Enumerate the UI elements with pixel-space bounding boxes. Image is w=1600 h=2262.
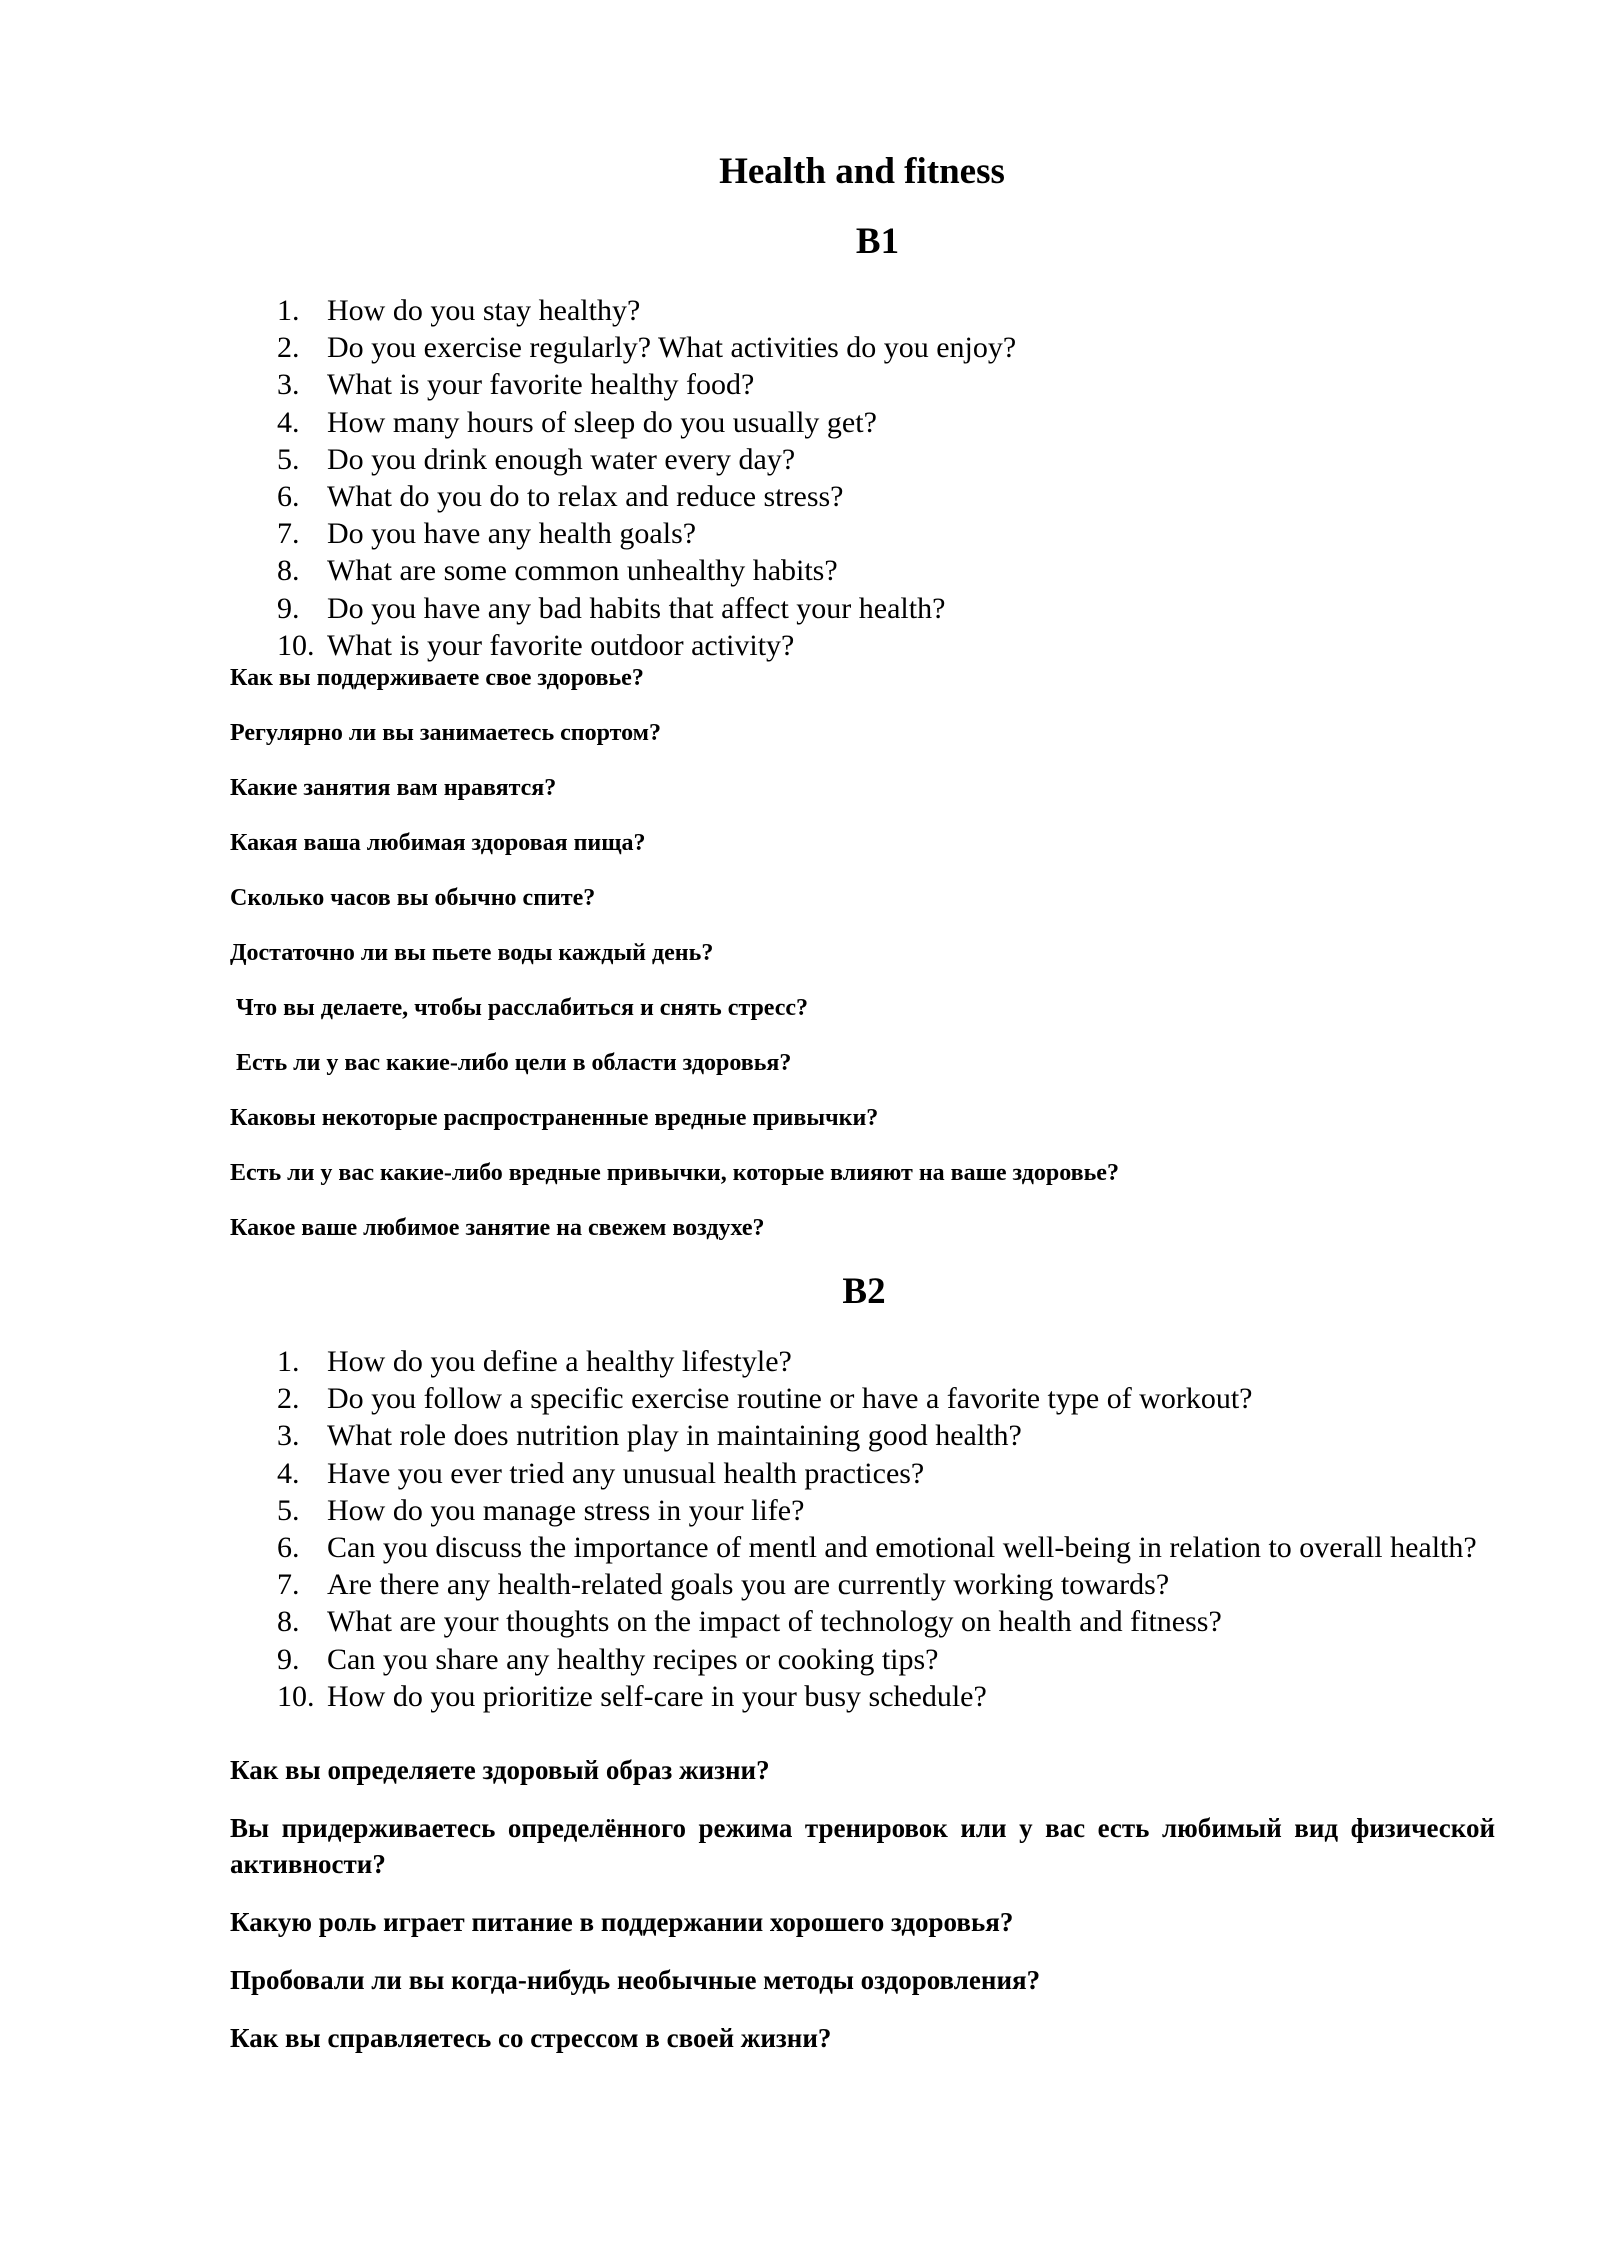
list-item (277, 1529, 1507, 1566)
translation-line: Регулярно ли вы занимаетесь спортом? (230, 720, 662, 746)
list-item (277, 441, 1507, 478)
translation-line: Есть ли у вас какие-либо вредные привычки, которые влияют на ваше здоровье? (230, 1160, 1119, 1186)
list-item (277, 1492, 1507, 1529)
list-item (277, 590, 1507, 627)
item-number: 3. (277, 1419, 300, 1453)
translation-line: Какие занятия вам нравятся? (230, 775, 557, 801)
list-item (277, 1678, 1507, 1715)
question-text: Do you follow a specific exercise routine or have a favorite type of workout? (327, 1382, 1253, 1416)
question-text: How many hours of sleep do you usually get? (327, 405, 877, 439)
question-text: How do you define a healthy lifestyle? (327, 1345, 792, 1378)
item-number: 6. (277, 1531, 300, 1565)
translation-line: Какую роль играет питание в поддержании хорошего здоровья? (230, 1907, 1014, 1937)
list-item (277, 329, 1507, 366)
question-text: How do you manage stress in your life? (327, 1493, 805, 1527)
level-heading-b1: B1 (855, 221, 900, 262)
translation-line: Что вы делаете, чтобы расслабиться и снять стресс? (236, 995, 809, 1021)
item-number: 10. (277, 1679, 315, 1713)
list-item (277, 1566, 1507, 1603)
list-item (277, 478, 1507, 515)
question-text: Do you have any health goals? (327, 517, 697, 551)
question-text: What are some common unhealthy habits? (327, 554, 838, 588)
question-text: What is your favorite outdoor activity? (327, 628, 795, 662)
translation-line: Какое ваше любимое занятие на свежем воздухе? (230, 1215, 765, 1241)
translation-line: Как вы определяете здоровый образ жизни? (230, 1755, 770, 1785)
item-number: 3. (277, 368, 300, 402)
list-item (277, 404, 1507, 441)
item-number: 7. (277, 1568, 300, 1602)
translation-line: Каковы некоторые распространенные вредные привычки? (230, 1105, 879, 1131)
question-text: Do you exercise regularly? What activities do you enjoy? (327, 331, 1017, 365)
question-text: What are your thoughts on the impact of technology on health and fitness? (327, 1605, 1222, 1639)
russian-questions-b1 (230, 664, 1495, 1269)
item-number: 2. (277, 1382, 300, 1416)
list-item (277, 515, 1507, 552)
item-number: 8. (277, 1605, 300, 1639)
question-text: Can you discuss the importance of mentl and emotional well-being in relation to overall health? (327, 1531, 1477, 1565)
list-item (277, 1641, 1507, 1678)
list-item (277, 366, 1507, 403)
translation-line: Достаточно ли вы пьете воды каждый день? (230, 940, 714, 966)
list-item (277, 1343, 1507, 1380)
item-number: 4. (277, 1456, 300, 1490)
english-questions-b1 (277, 292, 1507, 664)
level-heading-b2: B2 (842, 1271, 886, 1312)
question-text: How do you prioritize self-care in your busy schedule? (327, 1679, 987, 1713)
item-number: 9. (277, 1642, 300, 1676)
english-questions-b2 (277, 1343, 1507, 1715)
item-number: 1. (277, 1345, 300, 1378)
item-number: 5. (277, 442, 300, 476)
item-number: 2. (277, 331, 300, 365)
translation-line: Как вы справляетесь со стрессом в своей жизни? (230, 2023, 832, 2053)
translation-line: Есть ли у вас какие-либо цели в области здоровья? (236, 1050, 792, 1076)
item-number: 9. (277, 591, 300, 625)
list-item (277, 292, 1507, 329)
question-text: What do you do to relax and reduce stress? (327, 480, 844, 514)
translation-line: Сколько часов вы обычно спите? (230, 885, 596, 911)
question-text: Have you ever tried any unusual health practices? (327, 1456, 925, 1490)
list-item (277, 552, 1507, 589)
item-number: 7. (277, 517, 300, 551)
item-number: 4. (277, 405, 300, 439)
item-number: 8. (277, 554, 300, 588)
item-number: 10. (277, 628, 315, 662)
translation-line: Как вы поддерживаете свое здоровье? (230, 665, 644, 691)
question-text: Can you share any healthy recipes or cooking tips? (327, 1642, 939, 1676)
item-number: 5. (277, 1493, 300, 1527)
question-text: How do you stay healthy? (327, 294, 641, 327)
question-text: Do you drink enough water every day? (327, 442, 796, 476)
item-number: 1. (277, 294, 300, 327)
item-number: 6. (277, 480, 300, 514)
question-text: Are there any health-related goals you are currently working towards? (327, 1568, 1170, 1602)
translation-line: Пробовали ли вы когда-нибудь необычные методы оздоровления? (230, 1965, 1041, 1995)
list-item (277, 1455, 1507, 1492)
list-item (277, 1380, 1507, 1417)
list-item (277, 627, 1507, 664)
translation-line: Вы придерживаетесь определённого режима тренировок или у вас есть любимый вид физической активности? (230, 1813, 1495, 1879)
question-text: Do you have any bad habits that affect your health? (327, 591, 946, 625)
question-text: What is your favorite healthy food? (327, 368, 755, 402)
russian-questions-b2 (230, 1752, 1495, 2078)
list-item (277, 1417, 1507, 1454)
question-text: What role does nutrition play in maintaining good health? (327, 1419, 1022, 1453)
translation-line: Какая ваша любимая здоровая пища? (230, 830, 646, 856)
document-title: Health and fitness (719, 151, 1005, 192)
list-item (277, 1603, 1507, 1640)
